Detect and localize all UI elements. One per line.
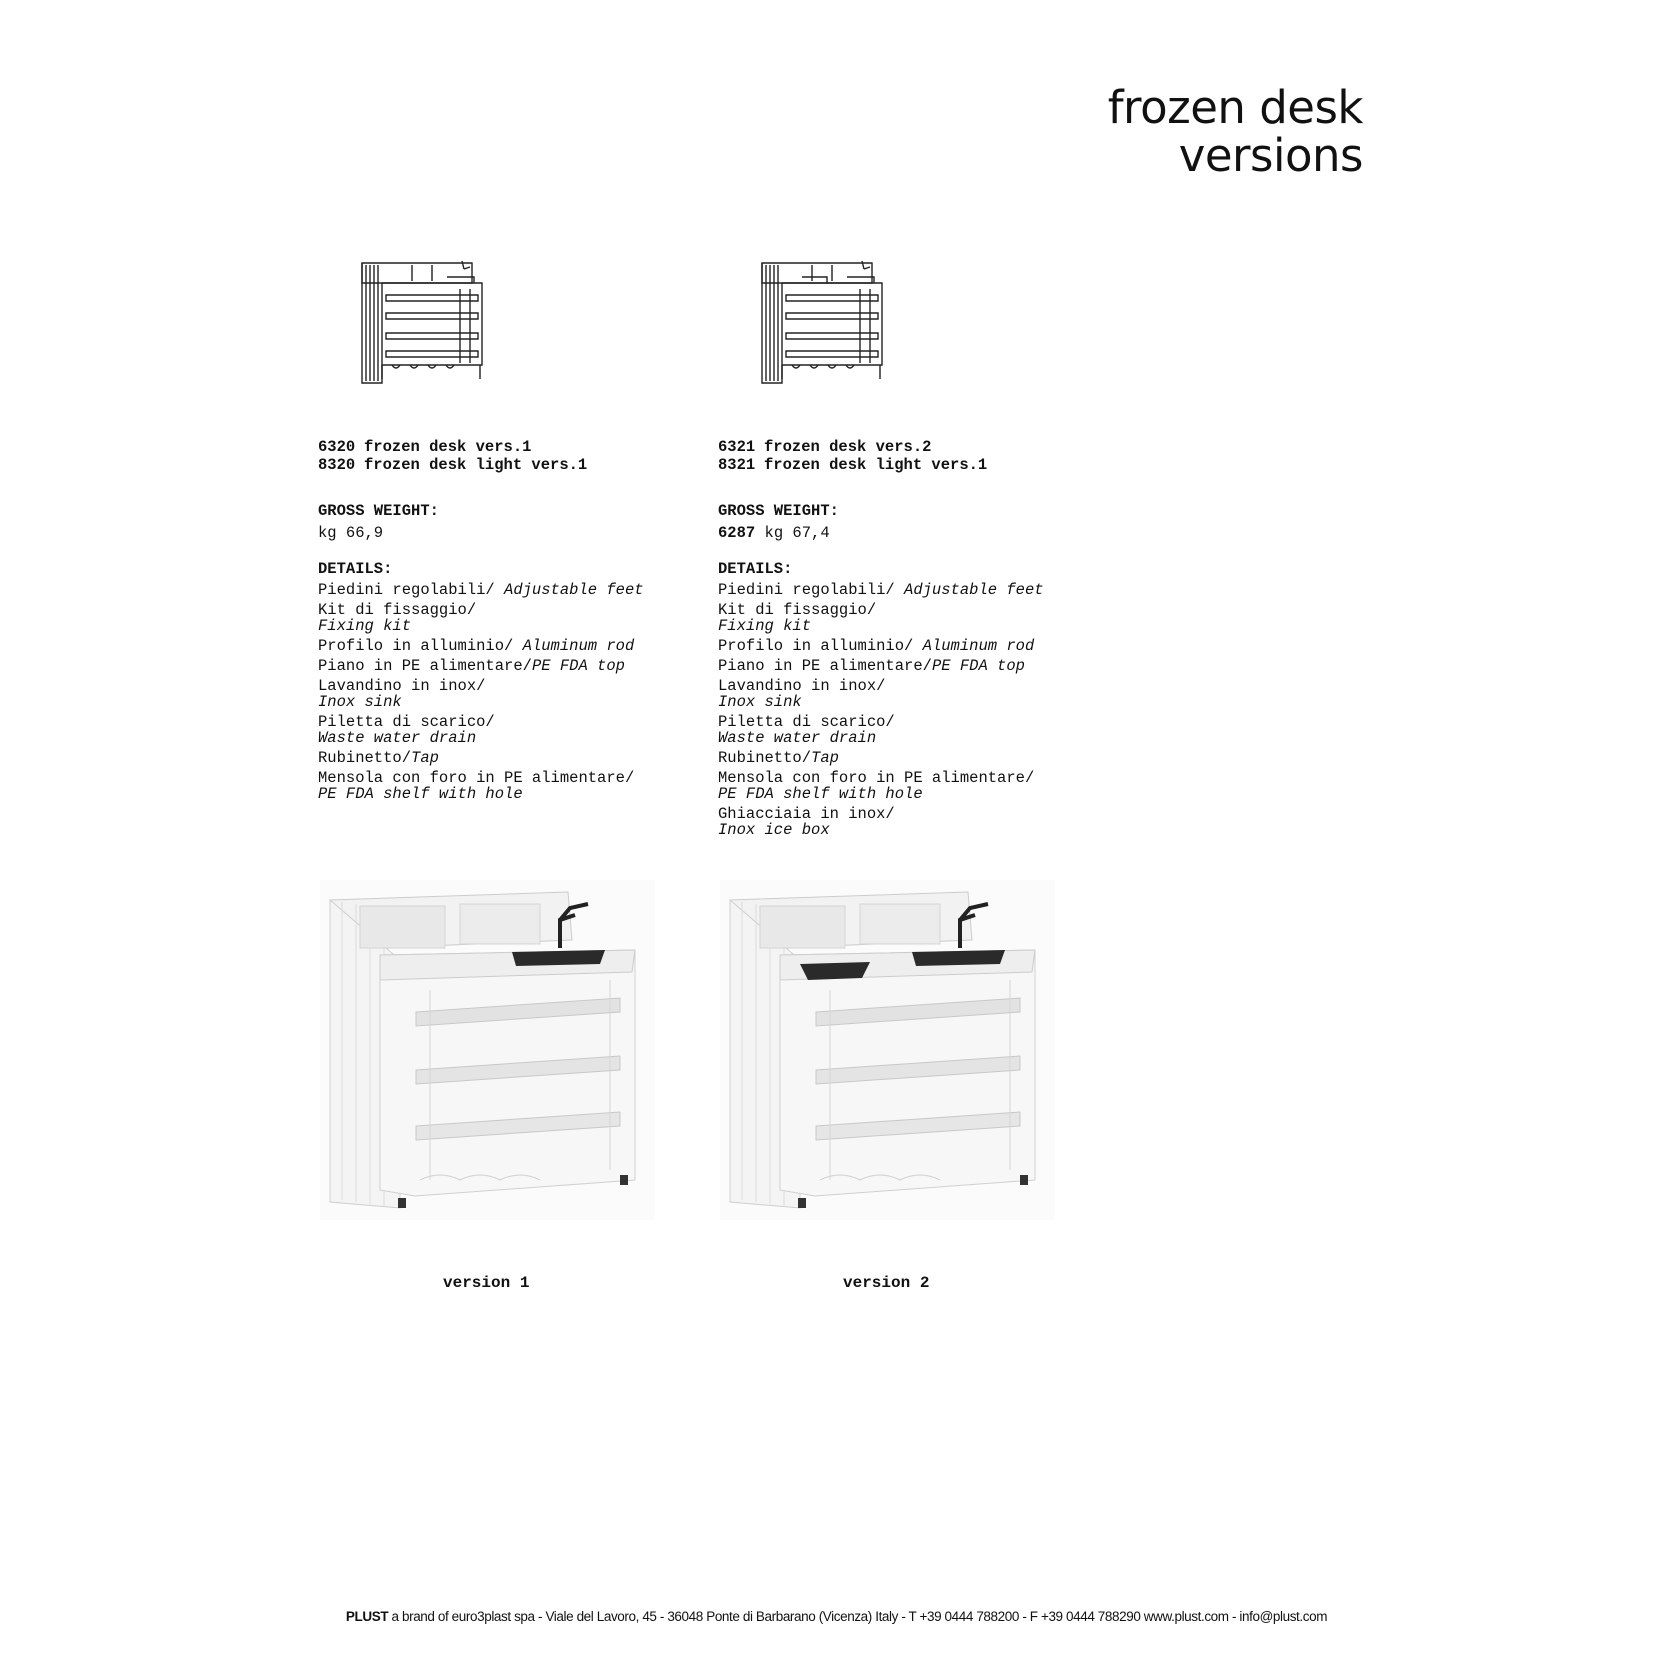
detail-italian: Rubinetto/ (718, 749, 812, 767)
details-label: DETAILS: (318, 560, 393, 578)
detail-item (318, 714, 678, 746)
detail-english: PE FDA top (931, 657, 1025, 675)
detail-item (718, 602, 1078, 634)
detail-english: Inox sink (318, 693, 402, 711)
product-code: 6321 (718, 438, 756, 456)
detail-english: Waste water drain (318, 729, 477, 747)
detail-italian: Piano in PE alimentare/ (318, 657, 532, 675)
detail-italian: Piedini regolabili/ (318, 581, 505, 599)
detail-english: Fixing kit (318, 617, 412, 635)
product-codes (718, 438, 1078, 474)
desk-photo-v1 (320, 880, 655, 1220)
detail-english: Waste water drain (718, 729, 877, 747)
desk-line-drawing-v1 (352, 255, 497, 390)
version-1-label: version 1 (443, 1274, 530, 1292)
desk-line-drawing-v2 (752, 255, 897, 390)
gross-weight-label: GROSS WEIGHT: (718, 502, 839, 520)
detail-item (318, 638, 678, 654)
detail-item (718, 658, 1078, 674)
version-2-label: version 2 (843, 1274, 930, 1292)
footer-brand: PLUST (345, 1609, 389, 1624)
detail-english: Inox ice box (718, 821, 830, 839)
desk-photo-v2 (720, 880, 1055, 1220)
version-1-column (318, 255, 678, 802)
title-line-2: versions (1178, 129, 1363, 182)
page-title (1107, 81, 1363, 182)
weight-code: 6287 (718, 524, 756, 542)
detail-item (718, 806, 1078, 838)
detail-italian: Piletta di scarico/ (718, 713, 895, 731)
product-name: frozen desk vers.1 (364, 438, 532, 456)
product-codes (318, 438, 678, 474)
gross-weight-value (318, 524, 678, 542)
detail-item (318, 658, 678, 674)
title-line-1: frozen desk (1107, 81, 1363, 134)
detail-item (718, 770, 1078, 802)
product-name: frozen desk light vers.1 (764, 456, 988, 474)
details-list (318, 582, 678, 802)
detail-english: Fixing kit (718, 617, 812, 635)
detail-italian: Lavandino in inox/ (718, 677, 886, 695)
details-label: DETAILS: (718, 560, 793, 578)
footer (0, 1609, 1663, 1624)
detail-italian: Profilo in alluminio/ (718, 637, 923, 655)
detail-item (318, 750, 678, 766)
detail-english: Adjustable feet (904, 581, 1044, 599)
detail-italian: Piano in PE alimentare/ (718, 657, 932, 675)
product-name: frozen desk light vers.1 (364, 456, 588, 474)
detail-english: PE FDA shelf with hole (318, 785, 523, 803)
detail-italian: Lavandino in inox/ (318, 677, 486, 695)
detail-english: Inox sink (718, 693, 802, 711)
code-row (718, 456, 1078, 474)
weight-value: kg 67,4 (755, 524, 830, 542)
detail-item (718, 750, 1078, 766)
detail-english: PE FDA shelf with hole (718, 785, 923, 803)
footer-text: a brand of euro3plast spa - Viale del Lavoro, 45 - 36048 Ponte di Barbarano (Vicenza) Italy - T +39 0444 788200 - F +39 0444 788290 www.plust.com - info@plust.com (388, 1609, 1328, 1624)
detail-item (718, 714, 1078, 746)
detail-item (318, 602, 678, 634)
detail-italian: Ghiacciaia in inox/ (718, 805, 895, 823)
product-code: 8320 (318, 456, 356, 474)
code-row (318, 456, 678, 474)
gross-weight-value (718, 524, 1078, 542)
detail-italian: Profilo in alluminio/ (318, 637, 523, 655)
detail-item (318, 770, 678, 802)
code-row (318, 438, 678, 456)
product-name: frozen desk vers.2 (764, 438, 932, 456)
detail-item (318, 582, 678, 598)
details-list (718, 582, 1078, 838)
detail-italian: Kit di fissaggio/ (318, 601, 477, 619)
detail-english: PE FDA top (531, 657, 625, 675)
detail-italian: Piedini regolabili/ (718, 581, 905, 599)
detail-item (718, 582, 1078, 598)
detail-italian: Mensola con foro in PE alimentare/ (718, 769, 1035, 787)
detail-english: Adjustable feet (504, 581, 644, 599)
version-2-column (718, 255, 1078, 838)
detail-english: Aluminum rod (922, 637, 1035, 655)
detail-english: Tap (411, 749, 439, 767)
weight-value: kg 66,9 (318, 524, 384, 542)
code-row (718, 438, 1078, 456)
detail-italian: Rubinetto/ (318, 749, 412, 767)
product-code: 6320 (318, 438, 356, 456)
gross-weight-label: GROSS WEIGHT: (318, 502, 439, 520)
detail-item (718, 678, 1078, 710)
detail-english: Aluminum rod (522, 637, 635, 655)
detail-italian: Mensola con foro in PE alimentare/ (318, 769, 635, 787)
detail-item (318, 678, 678, 710)
detail-italian: Kit di fissaggio/ (718, 601, 877, 619)
detail-item (718, 638, 1078, 654)
detail-english: Tap (811, 749, 839, 767)
product-code: 8321 (718, 456, 756, 474)
detail-italian: Piletta di scarico/ (318, 713, 495, 731)
